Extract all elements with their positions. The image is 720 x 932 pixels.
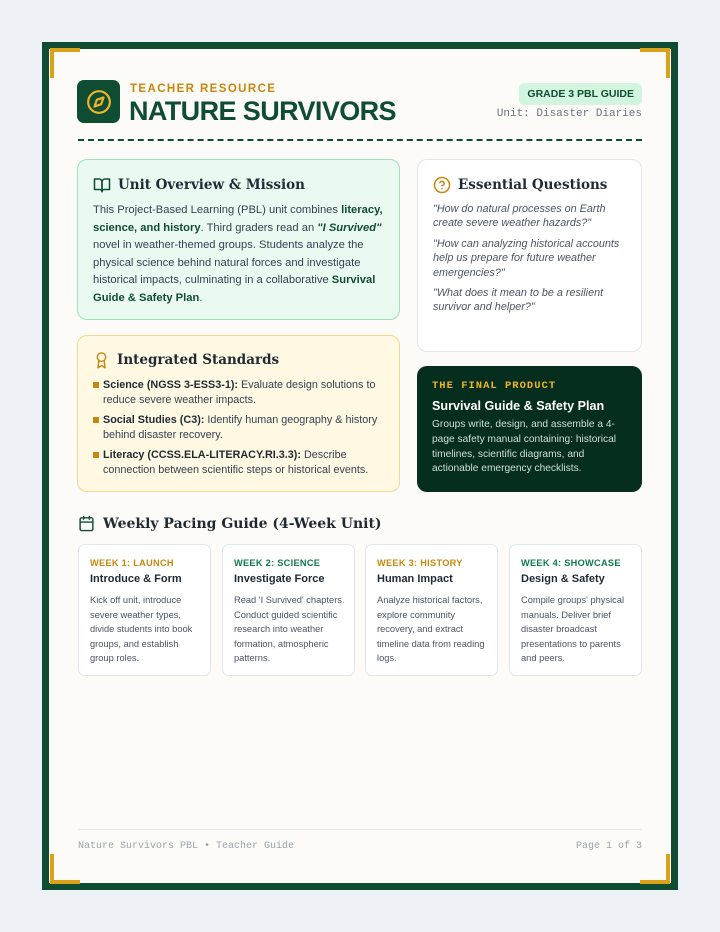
overview-title: Unit Overview & Mission (118, 177, 305, 193)
week-text: Analyze historical factors, explore community recovery, and extract timeline data from reading logs. (377, 595, 485, 663)
corner-ornament-bottom-right (640, 854, 670, 884)
week-card (222, 544, 355, 676)
week-text: Compile groups' physical manuals. Deliver brief disaster broadcast presentations to parents and peers. (521, 595, 625, 663)
week-card (509, 544, 642, 676)
grade-badge: GRADE 3 PBL GUIDE (519, 83, 642, 105)
award-ribbon-icon (93, 351, 110, 369)
week-text: Read 'I Survived' chapters. Conduct guided scientific research into weather formation, atmospheric patterns. (234, 595, 345, 663)
unit-label: Unit: Disaster Diaries (496, 108, 642, 120)
book-icon (93, 176, 111, 194)
footer-divider (78, 829, 642, 830)
pacing-title: Weekly Pacing Guide (4-Week Unit) (103, 515, 382, 532)
header-divider (78, 139, 642, 141)
week-title: Investigate Force (234, 573, 325, 585)
week-title: Introduce & Form (90, 573, 182, 585)
question-item: "What does it mean to be a resilient survivor and helper?" (433, 287, 604, 314)
corner-ornament-top-left (50, 48, 80, 78)
question-item: "How do natural processes on Earth create severe weather hazards?" (433, 203, 606, 230)
standard-item: Literacy (CCSS.ELA-LITERACY.RI.3.3): Describe connection between scientific steps or historical events. (93, 448, 398, 477)
final-product-eyebrow: THE FINAL PRODUCT (432, 380, 557, 392)
final-product-card (417, 366, 642, 492)
week-text: Kick off unit, introduce severe weather types, divide students into book groups, and establish group roles. (90, 595, 193, 663)
week-label: WEEK 1: LAUNCH (90, 558, 174, 568)
week-card (78, 544, 211, 676)
final-product-text: Groups write, design, and assemble a 4-page safety manual containing: historical timelines, scientific diagrams, and actionable emergency checklists. (432, 419, 617, 475)
pacing-heading (78, 515, 382, 532)
compass-icon (86, 89, 112, 115)
week-label: WEEK 3: HISTORY (377, 558, 463, 568)
page-title: NATURE SURVIVORS (129, 96, 396, 126)
standards-heading (93, 351, 279, 369)
logo-badge (77, 80, 120, 123)
footer-left: Nature Survivors PBL • Teacher Guide (78, 841, 295, 852)
standard-item: Social Studies (C3): Identify human geography & history behind disaster recovery. (93, 413, 398, 442)
calendar-icon (78, 515, 95, 532)
standard-item: Science (NGSS 3-ESS3-1): Evaluate design solutions to reduce severe weather impacts. (93, 378, 398, 407)
week-label: WEEK 2: SCIENCE (234, 558, 321, 568)
questions-card (417, 159, 642, 352)
week-label: WEEK 4: SHOWCASE (521, 558, 621, 568)
week-card (365, 544, 498, 676)
corner-ornament-top-right (640, 48, 670, 78)
questions-title: Essential Questions (458, 177, 608, 193)
footer-page-number: Page 1 of 3 (575, 841, 642, 852)
week-title: Design & Safety (521, 573, 605, 585)
questions-heading (433, 176, 607, 194)
question-item: "How can analyzing historical accounts help us prepare for future weather emergencies?" (433, 238, 620, 279)
final-product-title: Survival Guide & Safety Plan (432, 399, 605, 413)
question-circle-icon (433, 176, 451, 194)
header-eyebrow: TEACHER RESOURCE (130, 83, 277, 95)
overview-card (77, 159, 400, 320)
corner-ornament-bottom-left (50, 854, 80, 884)
standards-title: Integrated Standards (117, 352, 280, 368)
overview-text: This Project-Based Learning (PBL) unit combines literacy, science, and history. Third graders read an "I Survived" novel in weather-themed groups. Students analyze the physical science behind natural forces and investigate historical impacts, culminating in a collaborative Survival Guide & Safety Plan. (93, 204, 383, 304)
overview-heading (93, 176, 305, 194)
standards-card (77, 335, 400, 492)
week-title: Human Impact (377, 573, 453, 585)
